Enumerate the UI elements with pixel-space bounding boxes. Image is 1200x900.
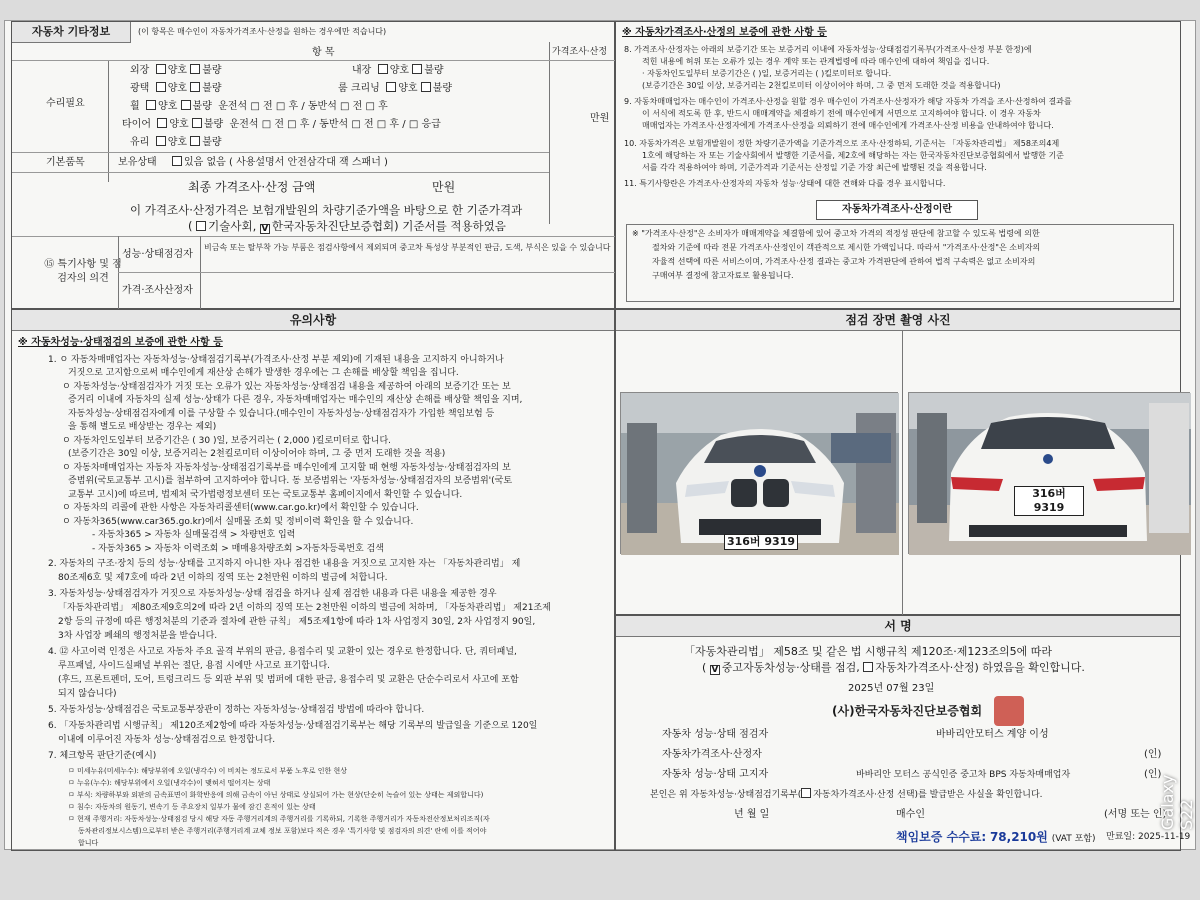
rt-line-9: 서를 각각 적용하여야 하며, 기준가격과 기준서는 산정일 기준 가장 최근에 발행된 것을 적용합니다.	[642, 163, 987, 172]
n-line-14: - 자동차365 > 자동차 이력조회 > 매매용차량조회 >자동차등록번호 검색	[92, 544, 384, 554]
inspection-photos-section	[615, 309, 1181, 615]
notices-title: 유의사항	[12, 310, 614, 331]
notifier-label: 자동차 성능·상태 고지자	[662, 769, 769, 780]
box-line-0: ※ "가격조사·산정"은 소비자가 매매계약을 체결함에 있어 중고차 가격의 적정성 판단에 참고할 수 있도록 법령에 의한	[632, 229, 1040, 238]
n-line-21: 4. ⑫ 사고이력 인정은 사고로 자동차 주요 골격 부위의 판금, 용접수리 및 교환이 있는 경우로 한정합니다. 단, 쿼터패널,	[48, 647, 517, 657]
rt-line-7: 10. 자동차가격은 보험개발원이 정한 차량기준가액을 기준가격으로 조사·산정하되, 기준서는 「자동차관리법」 제58조의4제	[624, 139, 1060, 148]
box-line-3: 구매여부 결정에 참고자료로 활용됩니다.	[652, 271, 794, 280]
s-line-3: ㅁ 침수: 자동차의 원동기, 변속기 등 주요장치 일부가 물에 잠긴 흔적이 있는 상태	[68, 803, 316, 811]
n-line-20: 3차 사업장 폐쇄의 행정처분을 받습니다.	[58, 631, 218, 641]
basic-items-status: 보유상태	[118, 157, 157, 168]
rt-line-4: 9. 자동차매매업자는 매수인이 가격조사·산정을 원할 경우 매수인이 가격조사·산정자가 해당 자동차 가격을 조사·산정하여 결과를	[624, 97, 1072, 106]
rear-license-plate: 316버 9319	[1014, 486, 1084, 516]
row-exterior: 외장 양호 불량	[130, 65, 222, 76]
buyer-sign: (서명 또는 인)	[1104, 809, 1167, 820]
warranty-fee: 책임보증 수수료: 78,210원 (VAT 포함)	[896, 830, 1096, 844]
notices-subtitle: ※ 자동차성능·상태점검의 보증에 관한 사항 등	[18, 337, 223, 348]
n-line-22: 루프패널, 사이드실패널 부위는 절단, 용접 시에만 사고로 표기합니다.	[58, 661, 331, 671]
inspector-label: 자동차 성능·상태 점검자	[662, 729, 769, 740]
n-line-16: 80조제6호 및 제7호에 따라 2년 이하의 징역 또는 2천만원 이하의 벌금에 처합니다.	[58, 573, 388, 583]
s-line-1: ㅁ 누유(누수): 해당부위에서 오일(냉각수)이 맺혀서 떨어지는 상태	[68, 779, 271, 787]
price-warranty-section	[615, 21, 1181, 309]
n-line-24: 되지 않습니다)	[58, 689, 117, 699]
n-line-11: ㅇ 자동차의 리콜에 관한 사항은 자동차리콜센터(www.car.go.kr)에서 확인할 수 있습니다.	[62, 503, 419, 513]
vehicle-extra-info-section	[11, 21, 615, 309]
n-line-10: 교통부 고시)에 따르며, 법제처 국가법령정보센터 또는 국토교통부 홈페이지에서 확인할 수 있습니다.	[68, 490, 463, 500]
row-tire: 타이어 양호 불량 운전석 □ 전 □ 후 / 동반석 □ 전 □ 후 / □ 응급	[122, 119, 441, 130]
appraiser-sign: (인)	[1144, 749, 1162, 760]
n-line-4: 자동차성능·상태점검자에게 이를 구상할 수 있습니다.(매수인이 자동차성능·상태점검자가 가입한 책임보험 등	[68, 409, 495, 419]
n-line-7: (보증기간은 30일 이상, 보증거리는 2천킬로미터 이상이어야 하며, 그 중 먼저 도래한 것을 적용)	[68, 449, 446, 459]
section-title: 자동차 기타정보	[12, 22, 131, 43]
n-line-18: 「자동차관리법」 제80조제9호의2에 따라 2년 이하의 징역 또는 2천만원 이하의 벌금에 처하며, 「자동차관리법」 제21조제	[58, 603, 551, 613]
n-line-9: 증범위(국토교통부 고시)를 첨부하여 고지하여야 합니다. 동 보증범위는 '자동차성능·상태점검자의 보증범위'(국토	[68, 476, 513, 486]
row-interior: 내장 양호 불량	[352, 65, 444, 76]
law-line: 「자동차관리법」 제58조 및 같은 법 시행규칙 제120조·제123조의5에 따라	[684, 645, 1052, 658]
n-line-25: 5. 자동차성능·상태점검은 국토교통부장관이 정하는 자동차성능·상태점검 방법에 따라야 합니다.	[48, 705, 425, 715]
notices-section	[11, 309, 615, 851]
n-line-5: 을 통해 별도로 배상받는 경우는 제외)	[68, 422, 217, 432]
final-price-label: 최종 가격조사·산정 금액	[188, 180, 316, 194]
section-note: (이 항목은 매수인이 자동차가격조사·산정을 원하는 경우에만 적습니다)	[138, 27, 387, 36]
n-line-2: ㅇ 자동차성능·상태점검자가 거짓 또는 오류가 있는 자동차성능·상태점검 내용을 제공하여 아래의 보증기간 또는 보	[62, 382, 511, 392]
standard-line-1: 이 가격조사·산정가격은 보험개발원의 차량기준가액을 바탕으로 한 기준가격과	[130, 203, 523, 217]
rt-line-3: (보증기간은 30일 이상, 보증거리는 2천킬로미터 이상이어야 하며, 그 중 먼저 도래한 것을 적용합니다)	[642, 81, 1001, 90]
n-line-12: ㅇ 자동차365(www.car365.go.kr)에서 실매물 조회 및 정비이력 확인을 할 수 있습니다.	[62, 517, 414, 527]
photos-title: 점검 장면 촬영 사진	[616, 310, 1180, 331]
basic-items-options: 있음 없음 ( 사용설명서 안전삼각대 잭 스패너 )	[172, 156, 388, 170]
inspector-value: 바바리안모터스 계양 이성	[936, 729, 1049, 740]
rt-line-8: 1호에 해당하는 자 또는 기술사회에서 발행한 기준서를, 제2호에 해당하는 자는 한국자동차진단보증협회에서 발행한 기준	[642, 151, 1064, 160]
col-item-header: 항 목	[312, 47, 335, 58]
front-car-photo	[620, 392, 898, 554]
inspection-record-sheet	[4, 20, 1196, 850]
notifier-sign: (인)	[1144, 769, 1162, 780]
price-warranty-title: ※ 자동차가격조사·산정의 보증에 관한 사항 등	[622, 27, 827, 38]
rt-line-1: 적힌 내용에 허위 또는 오류가 있는 경우 계약 또는 관계법령에 따라 매수인에 대하여 책임을 집니다.	[642, 57, 990, 66]
check-line: ( V 중고자동차성능·상태를 점검, 자동차가격조사·산정) 하였음을 확인합니다.	[702, 661, 1085, 675]
row-wheel: 휠 양호 불량 운전석 □ 전 □ 후 / 동반석 □ 전 □ 후	[130, 101, 388, 112]
special-appraiser-label: 가격·조사산정자	[122, 285, 193, 296]
association-seal	[994, 696, 1024, 726]
n-line-1: 거짓으로 고지함으로써 매수인에게 재산상 손해가 발생한 경우에는 그 손해를 배상할 책임을 집니다.	[68, 368, 459, 378]
n-line-23: (후드, 프론트펜더, 도어, 트렁크리드 등 외판 부위 및 범퍼에 대한 판금, 용접수리 및 교환은 단순수리로서 사고에 포함	[58, 675, 519, 685]
n-line-28: 7. 체크항목 판단기준(예시)	[48, 751, 157, 761]
rt-line-5: 이 서식에 적도록 한 후, 반드시 매매계약을 체결하기 전에 매수인에게 서면으로 고지하여야 합니다. 이 경우 자동차	[642, 109, 1041, 118]
row-room-cleaning: 룸 크리닝 양호 불량	[338, 83, 453, 94]
n-line-15: 2. 자동차의 구조·장치 등의 성능·상태를 고지하지 아니한 자나 점검한 내용을 거짓으로 고지한 자는 「자동차관리법」 제	[48, 559, 521, 569]
signature-section	[615, 615, 1191, 851]
notifier-value: 바바리안 모터스 공식인증 중고차 BPS 자동차매매업자	[856, 770, 1071, 780]
col-price-header: 가격조사·산정	[552, 47, 608, 57]
rt-line-0: 8. 가격조사·산정자는 아래의 보증기간 또는 보증거리 이내에 자동차성능·상태점검기록부(가격조사·산정 부분 한정)에	[624, 45, 1032, 54]
final-price-unit: 만원	[432, 180, 456, 194]
receipt-line: 본인은 위 자동차성능·상태점검기록부( 자동차가격조사·산정 선택)를 발급받은 사실을 확인합니다.	[650, 790, 1043, 800]
front-license-plate: 316버 9319	[724, 534, 798, 550]
n-line-27: 이내에 이루어진 자동차 성능·상태점검으로 한정합니다.	[58, 735, 276, 745]
expiry-date: 만료일: 2025-11-19	[1106, 832, 1191, 842]
n-line-8: ㅇ 자동차매매업자는 자동차 자동차성능·상태점검기록부를 매수인에게 고지할 때 현행 자동차성능·상태점검자의 보	[62, 463, 511, 473]
association-name: (사)한국자동차진단보증협회	[832, 704, 983, 718]
box-line-1: 절차와 기준에 따라 전문 가격조사·산정인이 객관적으로 제시한 가액입니다. 따라서 "가격조사·산정"은 소비자의	[652, 243, 1041, 252]
row-glass: 유리 양호 불량	[130, 137, 222, 148]
signature-title: 서 명	[616, 616, 1180, 637]
n-line-26: 6. 「자동차관리법 시행규칙」 제120조제2항에 따라 자동차성능·상태점검기록부는 해당 기록부의 발급일을 기준으로 120일	[48, 721, 538, 731]
rear-car-photo	[908, 392, 1190, 554]
special-inspector-note: 비금속 또는 탈부착 가능 부품은 점검사항에서 제외되며 중고차 특성상 부분적인 판금, 도색, 부식은 있을 수 있습니다	[204, 243, 611, 252]
n-line-17: 3. 자동차성능·상태점검자가 거짓으로 자동차성능·상태 점검을 하거나 실제 점검한 내용과 다른 내용을 제공한 경우	[48, 589, 497, 599]
camera-watermark: Galaxy S22	[1158, 774, 1196, 830]
row-gloss: 광택 양호 불량	[130, 83, 222, 94]
n-line-13: - 자동차365 > 자동차 실매물검색 > 차량번호 입력	[92, 530, 296, 540]
price-unit: 만원	[590, 113, 610, 124]
special-inspector-label: 성능·상태점검자	[122, 249, 193, 260]
n-line-0: 1. ㅇ 자동차매매업자는 자동차성능·상태점검기록부(가격조사·산정 부분 제외)에 기재된 내용을 고지하지 아니하거나	[48, 355, 504, 365]
receipt-date: 년 월 일	[734, 809, 770, 820]
buyer-label: 매수인	[896, 809, 925, 820]
s-line-4: ㅁ 현재 주행거리: 자동차성능·상태점검 당시 해당 자동 주행거리계의 주행거리를 기록하되, 기록한 주행거리가 자동차전산정보처리조직(자	[68, 815, 490, 823]
s-line-6: 합니다	[78, 839, 99, 847]
rt-line-2: · 자동차인도일부터 보증기간은 ( )일, 보증거리는 ( )킬로미터로 합니다.	[642, 69, 892, 78]
standard-line-2: ( 기술사회, V 한국자동차진단보증협회) 기준서를 적용하였음	[188, 219, 506, 234]
repair-label: 수리필요	[46, 98, 85, 109]
rt-line-10: 11. 특기사항란은 가격조사·산정자의 자동차 성능·상태에 대한 견해와 다를 경우 표시합니다.	[624, 179, 946, 188]
rt-line-6: 매매업자는 가격조사·산정자에게 가격조사·산정을 의뢰하기 전에 매수인에게 가격조사·산정 비용을 안내하여야 합니다.	[642, 121, 1054, 130]
special-notes-label: ⑮ 특기사항 및 점검자의 의견	[44, 259, 122, 284]
n-line-6: ㅇ 자동차인도일부터 보증기간은 ( 30 )일, 보증거리는 ( 2,000 )킬로미터로 합니다.	[62, 436, 392, 446]
s-line-0: ㅁ 미세누유(미세누수): 해당부위에 오일(냉각수) 이 비치는 정도로서 부품 노후로 인한 현상	[68, 767, 347, 775]
sign-date: 2025년 07월 23일	[848, 683, 935, 694]
price-appraisal-box-title: 자동차가격조사·산정이란	[816, 200, 978, 220]
s-line-5: 동차관리정보시스템)으로부터 받은 주행거리(주행거리계 교체 정보 포함)보다 적은 경우 '특기사항 및 점검자의 의견' 란에 이를 적어야	[78, 827, 487, 835]
appraiser-label: 자동차가격조사·산정자	[662, 749, 762, 760]
n-line-3: 증거리 이내에 자동차의 실제 성능·상태가 다른 경우, 자동차매매업자는 매수인의 재산상 손해를 배상할 책임을 지며,	[68, 395, 523, 405]
n-line-19: 2항 등의 규정에 따른 행정처분의 기준과 절차에 관한 규칙」 제5조제1항에 따라 1차 사업정지 30일, 2차 사업정지 90일,	[58, 617, 536, 627]
s-line-2: ㅁ 부식: 차량하부와 외판의 금속표면이 화학반응에 의해 금속이 아닌 상태로 상실되어 가는 현상(단순히 녹슬어 있는 상태는 제외합니다)	[68, 791, 484, 799]
basic-items-label: 기본품목	[46, 157, 85, 168]
box-line-2: 자율적 선택에 따른 서비스이며, 가격조사·산정 결과는 중고차 가격판단에 관하여 법적 구속력은 없고 소비자의	[652, 257, 1036, 266]
